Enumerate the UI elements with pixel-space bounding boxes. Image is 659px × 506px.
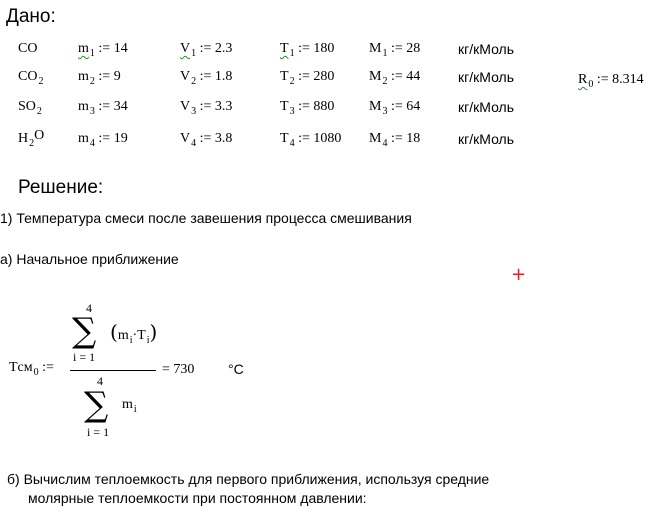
temperature-index: 4: [289, 138, 295, 149]
den-sum-icon: ∑: [84, 385, 109, 425]
molar-mass-value: 64: [406, 99, 421, 114]
fraction-bar: [70, 370, 156, 371]
num-sum-icon: ∑: [72, 311, 97, 351]
assign-op: :=: [98, 131, 111, 146]
volume-value: 2.3: [214, 41, 233, 56]
gas-formula-4[interactable]: [18, 128, 45, 149]
molar-mass-value: 28: [406, 41, 421, 56]
molar-mass-index: 1: [382, 48, 388, 59]
unit-1[interactable]: [458, 41, 514, 57]
molar-mass-2[interactable]: $M_2$ := 44: [369, 69, 421, 87]
mass-value: 9: [113, 69, 121, 84]
gas-formula-1[interactable]: [18, 41, 38, 57]
volume-2[interactable]: $V_2$ := 1.8: [180, 69, 233, 87]
temperature-index: 1: [289, 48, 295, 59]
gas-name: H: [18, 131, 29, 146]
mass-value: 19: [113, 131, 128, 146]
assign-op: :=: [199, 69, 212, 84]
assign-op: :=: [390, 41, 403, 56]
num-t: T: [137, 328, 146, 343]
assign-op: :=: [298, 131, 310, 146]
formula-result: [162, 362, 194, 378]
volume-index: 4: [191, 138, 197, 149]
assign-op: :=: [98, 69, 111, 84]
mass-2[interactable]: $m_2$ := 9: [78, 69, 121, 87]
den-sum-lower: i = 1: [87, 425, 110, 439]
assign-op: :=: [199, 41, 212, 56]
temperature-2[interactable]: $T_2$ := 280: [280, 69, 335, 87]
formula-equals: =: [162, 362, 170, 377]
num-dot: ·: [132, 328, 138, 343]
mass-index: 2: [89, 76, 95, 87]
gas-name: SO: [18, 99, 36, 114]
den-m-symbol: m: [122, 397, 133, 412]
solution-heading: Решение:: [18, 177, 104, 198]
num-m: m: [117, 328, 129, 343]
unit-2[interactable]: [458, 69, 514, 85]
mass-index: 3: [89, 106, 95, 117]
assign-op: :=: [390, 69, 403, 84]
molar-mass-index: 3: [382, 106, 388, 117]
assign-op: :=: [98, 41, 111, 56]
temperature-value: 1080: [313, 131, 342, 146]
temperature-value: 280: [313, 69, 335, 84]
assign-op: :=: [199, 131, 212, 146]
mass-value: 34: [113, 99, 128, 114]
assign-op: :=: [298, 41, 310, 56]
temperature-4[interactable]: $T_4$ := 1080: [280, 131, 342, 149]
num-product: $(m_i\cdot T_i)$: [110, 320, 158, 346]
assign-op: :=: [390, 131, 403, 146]
r0-value: 8.314: [612, 72, 644, 87]
temperature-1[interactable]: $T_1$ := 180: [280, 41, 335, 59]
molar-mass-value: 44: [406, 69, 421, 84]
unit-3[interactable]: [458, 99, 514, 115]
gas-subscript: 2: [36, 106, 42, 117]
volume-index: 1: [191, 48, 197, 59]
volume-value: 3.3: [214, 99, 233, 114]
molar-mass-index: 4: [382, 138, 388, 149]
gas-subscript: 2: [29, 138, 35, 149]
volume-index: 3: [191, 106, 197, 117]
mass-index: 4: [89, 138, 95, 149]
formula-lhs: [9, 360, 54, 376]
mass-4[interactable]: $m_4$ := 19: [78, 131, 128, 149]
step-a-text: а) Начальное приближение: [0, 251, 179, 267]
num-sum-lower: i = 1: [73, 350, 96, 364]
temperature-value: 880: [313, 99, 335, 114]
molar-mass-unit: кг/кМоль: [458, 69, 515, 85]
volume-4[interactable]: $V_4$ := 3.8: [180, 131, 233, 149]
crosshair-cursor-icon: +: [511, 264, 527, 285]
gas-name: CO: [18, 69, 38, 84]
molar-mass-unit: кг/кМоль: [458, 131, 515, 147]
formula-lhs-subscript: 0: [33, 367, 39, 378]
temperature-value: 180: [313, 41, 335, 56]
den-m-sub: i: [133, 404, 137, 415]
assign-op: :=: [199, 99, 212, 114]
volume-3[interactable]: $V_3$ := 3.3: [180, 99, 233, 117]
unit-4[interactable]: [458, 131, 514, 147]
gas-formula-3[interactable]: [18, 99, 42, 115]
molar-mass-value: 18: [406, 131, 421, 146]
step-b-text-line1: б) Вычислим теплоемкость для первого приближения, используя средние: [7, 471, 490, 487]
molar-mass-3[interactable]: $M_3$ := 64: [369, 99, 421, 117]
assign-op: :=: [298, 69, 310, 84]
step-1-text: 1) Температура смеси после завешения процесса смешивания: [0, 210, 412, 226]
assign-op: :=: [298, 99, 310, 114]
num-t-sub: i: [146, 335, 150, 346]
molar-mass-1[interactable]: $M_1$ := 28: [369, 41, 421, 59]
step-b-text-line2: молярные теплоемкости при постоянном давлении:: [28, 490, 367, 506]
volume-1[interactable]: $V_1$ := 2.3: [180, 41, 233, 59]
temperature-3[interactable]: $T_3$ := 880: [280, 99, 335, 117]
num-sum-upper: 4: [86, 301, 92, 315]
gas-formula-2[interactable]: [18, 69, 43, 85]
assign-op: :=: [596, 72, 609, 87]
given-heading: Дано:: [6, 6, 56, 27]
gas-subscript: 2: [38, 76, 44, 87]
molar-mass-unit: кг/кМоль: [458, 99, 515, 115]
gas-tail: O: [34, 128, 45, 143]
assign-op: :=: [98, 99, 111, 114]
num-m-sub: i: [129, 335, 133, 346]
molar-mass-index: 2: [382, 76, 388, 87]
gas-name: CO: [18, 41, 38, 56]
formula-lhs-symbol: Tсм: [9, 360, 33, 375]
molar-mass-4[interactable]: $M_4$ := 18: [369, 131, 421, 149]
mass-index: 1: [89, 48, 95, 59]
r0-symbol: R: [578, 72, 588, 87]
volume-index: 2: [191, 76, 197, 87]
temperature-index: 2: [289, 76, 295, 87]
den-m: [122, 397, 137, 413]
volume-value: 1.8: [214, 69, 233, 84]
mass-3[interactable]: $m_3$ := 34: [78, 99, 128, 117]
formula-assign-op: :=: [42, 360, 54, 375]
volume-value: 3.8: [214, 131, 233, 146]
formula-unit: °C: [228, 361, 244, 377]
assign-op: :=: [390, 99, 403, 114]
formula-result-value: 730: [173, 362, 195, 377]
mass-1[interactable]: $m_1$ := 14: [78, 41, 128, 59]
molar-mass-unit: кг/кМоль: [458, 41, 515, 57]
r0-subscript: 0: [588, 79, 594, 90]
mass-value: 14: [113, 41, 128, 56]
temperature-index: 3: [289, 106, 295, 117]
den-sum-upper: 4: [97, 374, 103, 388]
r0-definition[interactable]: [578, 72, 644, 88]
